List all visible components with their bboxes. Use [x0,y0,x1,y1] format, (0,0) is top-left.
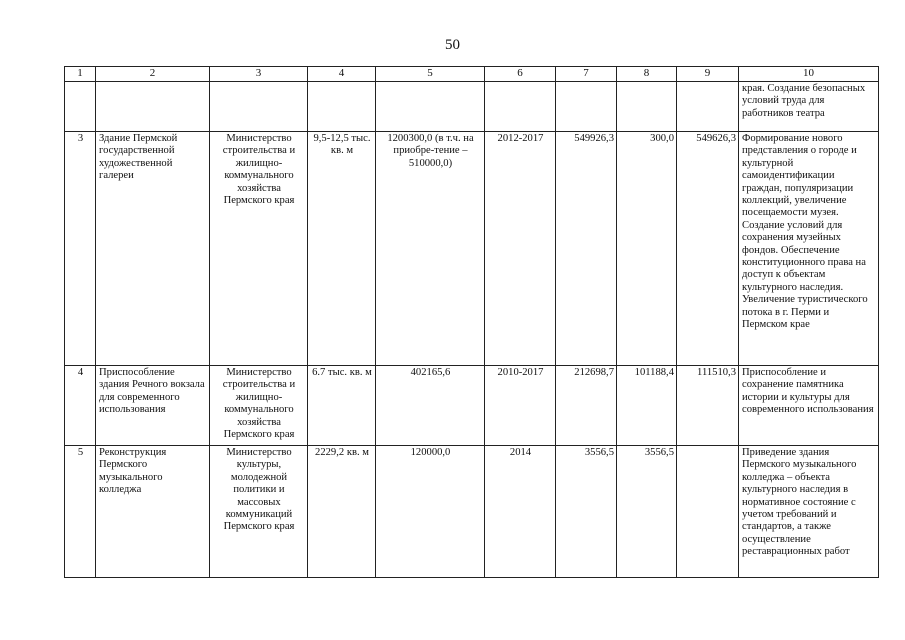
column-header: 3 [210,67,308,82]
table-row [65,366,879,446]
period: 2014 [485,446,556,578]
table-row [65,446,879,578]
column-header: 6 [485,67,556,82]
estimated-cost: 1200300,0 (в т.ч. на приобре-тение – 510000,0) [376,132,485,366]
value-col-9: 111510,3 [677,366,739,446]
object-name: Приспособление здания Речного вокзала для современного использования [96,366,210,446]
period: 2010-2017 [485,366,556,446]
period [485,82,556,132]
value-col-9: 549626,3 [677,132,739,366]
estimated-cost [376,82,485,132]
value-col-8 [617,82,677,132]
capacity: 9,5-12,5 тыс. кв. м [308,132,376,366]
value-col-7 [556,82,617,132]
expected-result: Приведение здания Пермского музыкального колледжа – объекта культурного наследия в нормативное состояние с учетом требований и стандартов, а также осуществление реставрационных работ [739,446,879,578]
capacity: 6.7 тыс. кв. м [308,366,376,446]
table-row [65,82,879,132]
value-col-7: 3556,5 [556,446,617,578]
value-col-7: 549926,3 [556,132,617,366]
period: 2012-2017 [485,132,556,366]
column-header: 5 [376,67,485,82]
customer: Министерство культуры, молодежной политики и массовых коммуникаций Пермского края [210,446,308,578]
column-header: 9 [677,67,739,82]
object-name [96,82,210,132]
expected-result: Приспособление и сохранение памятника истории и культуры для современного использования [739,366,879,446]
row-number [65,82,96,132]
value-col-8: 101188,4 [617,366,677,446]
row-number: 5 [65,446,96,578]
column-header: 10 [739,67,879,82]
customer: Министерство строительства и жилищно-коммунального хозяйства Пермского края [210,132,308,366]
estimated-cost: 402165,6 [376,366,485,446]
column-header: 7 [556,67,617,82]
value-col-9 [677,446,739,578]
column-header: 4 [308,67,376,82]
capacity [308,82,376,132]
table-row [65,132,879,366]
column-header: 1 [65,67,96,82]
projects-table [64,66,879,578]
value-col-8: 300,0 [617,132,677,366]
object-name: Реконструкция Пермского музыкального колледжа [96,446,210,578]
value-col-9 [677,82,739,132]
customer [210,82,308,132]
object-name: Здание Пермской государственной художественной галереи [96,132,210,366]
value-col-8: 3556,5 [617,446,677,578]
customer: Министерство строительства и жилищно-коммунального хозяйства Пермского края [210,366,308,446]
page-number: 50 [445,37,460,53]
capacity: 2229,2 кв. м [308,446,376,578]
estimated-cost: 120000,0 [376,446,485,578]
column-header: 8 [617,67,677,82]
row-number: 3 [65,132,96,366]
value-col-7: 212698,7 [556,366,617,446]
column-number-row [65,67,879,82]
column-header: 2 [96,67,210,82]
row-number: 4 [65,366,96,446]
expected-result: края. Создание безопасных условий труда для работников театра [739,82,879,132]
expected-result: Формирование нового представления о городе и культурной самоидентификации граждан, популяризации коллекций, увеличение посещаемости музея. Создание условий для сохранения музейных фондов. Обеспечение конституционного права на доступ к объектам культурного наследия. Увеличение туристического потока в г. Перми и Пермском крае [739,132,879,366]
